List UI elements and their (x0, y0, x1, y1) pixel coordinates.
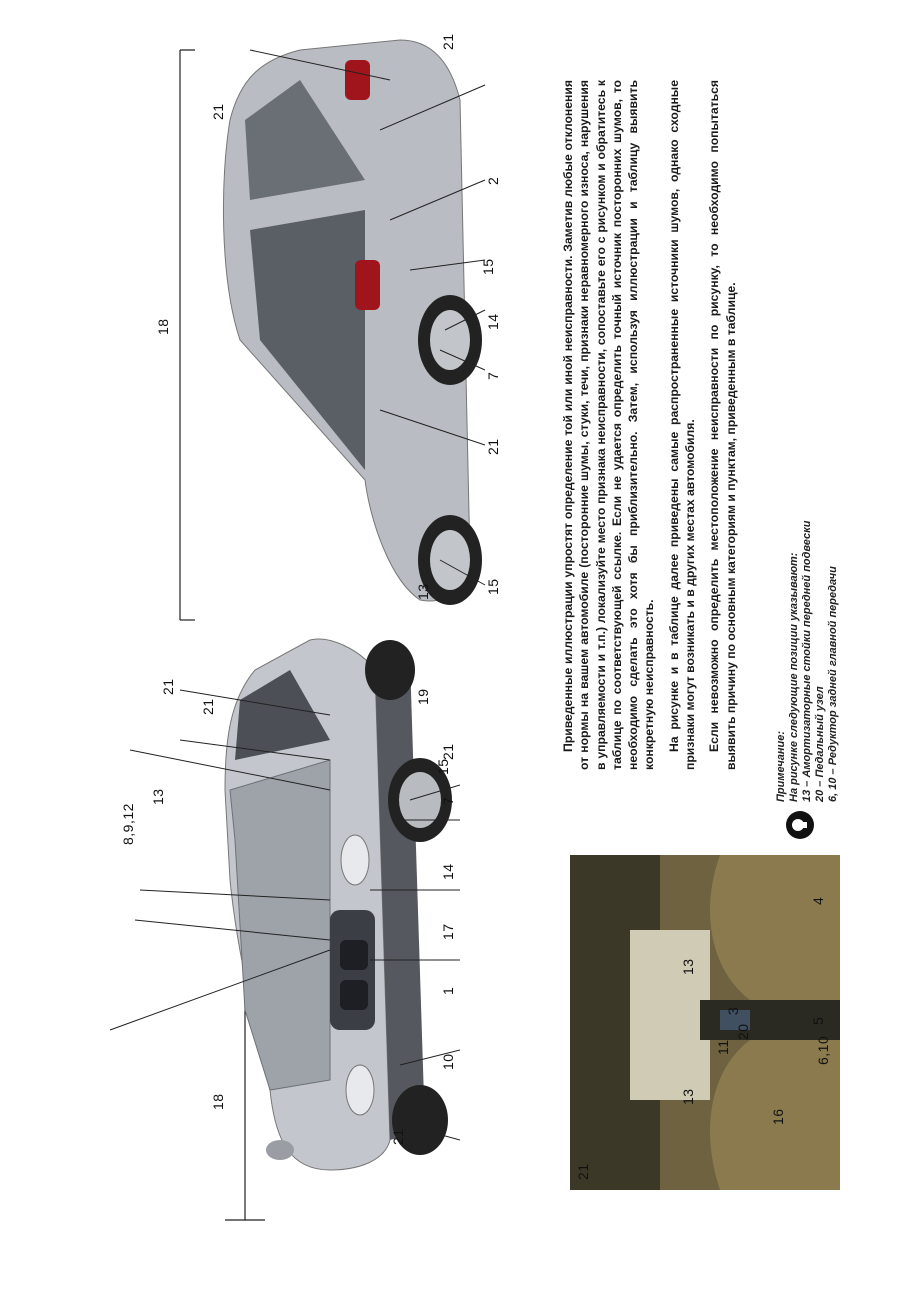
callout-front-1: 1 (440, 986, 456, 995)
front-car-figure (30, 620, 460, 1260)
callout-rear-2: 2 (485, 176, 501, 185)
callout-int-11: 11 (715, 1039, 731, 1055)
callout-rear-21a: 21 (440, 33, 456, 50)
callout-front-14: 14 (440, 863, 456, 880)
callout-int-3: 3 (725, 1006, 741, 1015)
note-item: 20 – Педальный узел (814, 686, 826, 802)
callout-front-8-9-12: 8,9,12 (120, 803, 136, 845)
paragraph-2: На рисунке и в таблице далее приведены самые распространенные источники шумов, однако сходные признаки могут возникать и в других местах автомобиля. (666, 80, 698, 770)
note-item: 6, 10 – Редуктор задней главной передачи (827, 566, 839, 802)
callout-front-21d: 21 (390, 1128, 406, 1145)
callout-front-13: 13 (150, 788, 166, 805)
callout-front-19: 19 (415, 688, 431, 705)
interior-figure (570, 855, 840, 1190)
note-block (775, 460, 845, 840)
callout-int-20: 20 (735, 1023, 751, 1040)
callout-front-18: 18 (210, 1093, 226, 1110)
callout-int-13b: 13 (680, 958, 696, 975)
note-intro: На рисунке следующие позиции указывают: (788, 552, 800, 802)
callout-rear-14: 14 (485, 313, 501, 330)
callout-int-5: 5 (810, 1016, 826, 1025)
callout-int-13a: 13 (680, 1088, 696, 1105)
callout-rear-21c: 21 (485, 438, 501, 455)
callout-int-4: 4 (810, 896, 826, 905)
callout-rear-15b: 15 (485, 578, 501, 595)
callout-rear-15a: 15 (480, 258, 496, 275)
callout-front-21b: 21 (200, 698, 216, 715)
callout-int-16: 16 (770, 1108, 786, 1125)
rear-car-figure (150, 30, 510, 640)
note-item: 13 – Амортизаторные стойки передней подвески (801, 520, 813, 802)
callout-front-21c: 21 (440, 743, 456, 760)
callout-rear-18: 18 (155, 318, 171, 335)
rear-car-illustration (150, 30, 510, 640)
callout-int-21: 21 (575, 1163, 591, 1180)
note-title: Примечание: (775, 730, 787, 802)
callout-rear-21b: 21 (210, 103, 226, 120)
description-text (560, 80, 770, 770)
callout-front-10: 10 (440, 1053, 456, 1070)
front-car-illustration (30, 620, 460, 1260)
callout-int-6-10: 6,10 (815, 1035, 831, 1065)
info-bulb-icon (785, 810, 815, 840)
paragraph-3: Если невозможно определить местоположение неисправности по рисунку, то необходимо попытаться выявить причину по основным категориям и пунктам, приведенным в таблице. (707, 80, 738, 770)
callout-front-17: 17 (440, 923, 456, 940)
callout-front-7: 7 (440, 796, 456, 805)
interior-illustration (570, 855, 840, 1190)
callout-rear-13: 13 (415, 583, 431, 600)
callout-rear-7: 7 (485, 371, 501, 380)
paragraph-1: Приведенные иллюстрации упростят определение той или иной неисправности. Заметив любые отклонения от нормы на вашем автомобиле (посторонние шумы, стуки, течи, признаки неравномерного износа, нарушения в управляемости и т.п.) локализуйте место признака неисправности, сопоставьте его с рисунком и обратитесь к таблице по соответствующей ссылке. Если не удается определить точный источник посторонних шумов, то необходимо сделать это хотя бы приблизительно. Затем, используя иллюстрации и таблицу выявить конкретную неисправность. (561, 80, 657, 770)
callout-front-15: 15 (435, 758, 451, 775)
callout-front-21a: 21 (160, 678, 176, 695)
